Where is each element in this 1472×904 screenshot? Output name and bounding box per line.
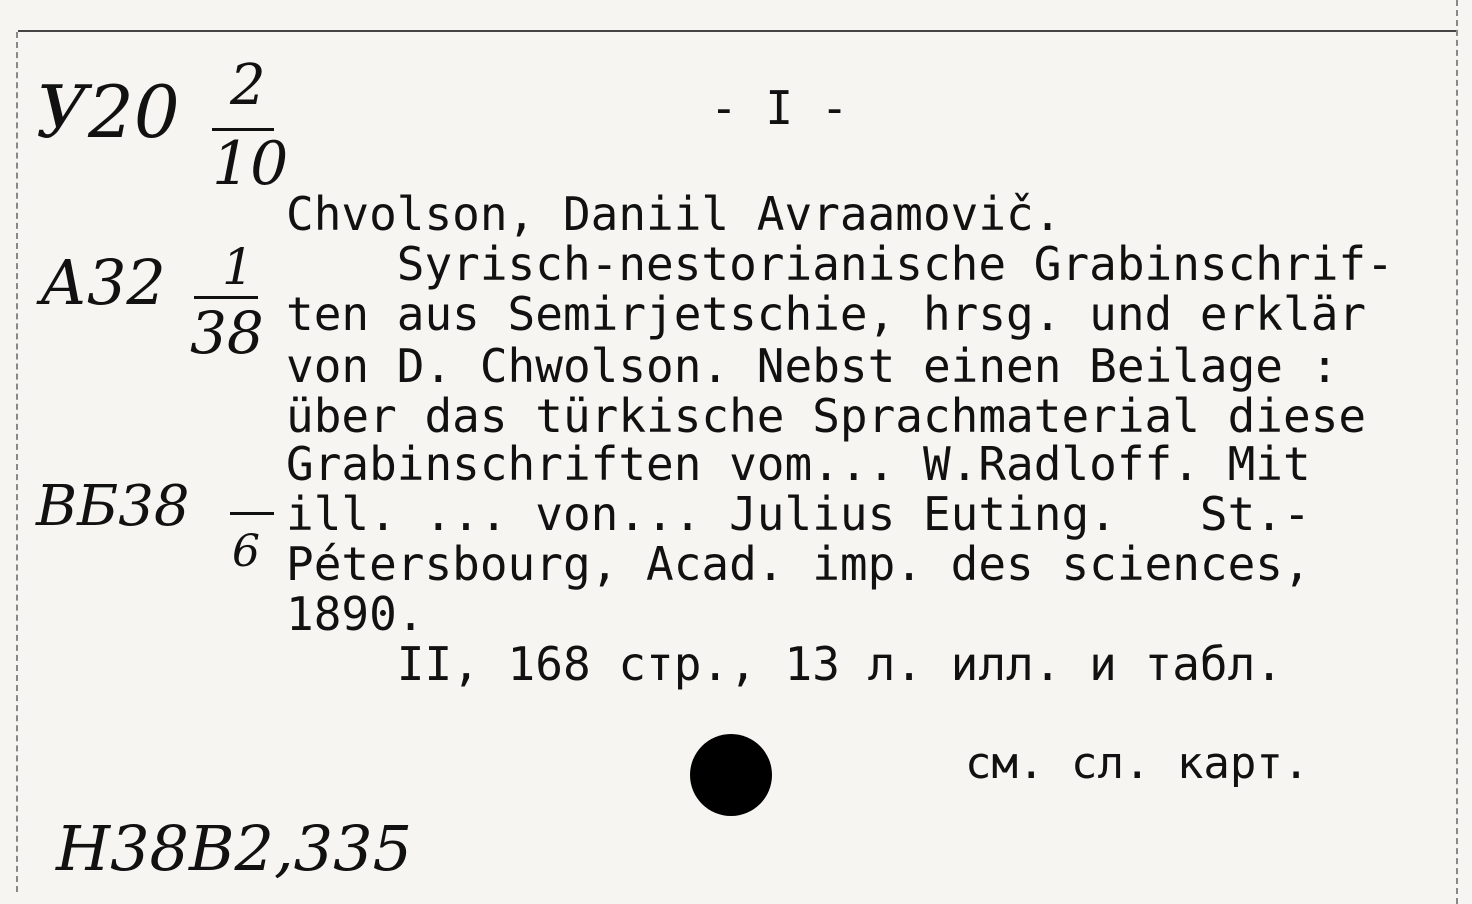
shelfmark-2-denominator: 38 xyxy=(190,299,264,367)
page-number: - I - xyxy=(710,81,849,135)
entry-line-6: Grabinschriften vom... W.Radloff. Mit xyxy=(286,437,1311,491)
shelfmark-2-prefix: А32 xyxy=(40,246,166,319)
shelfmark-1-denominator: 10 xyxy=(212,129,289,199)
entry-line-10: II, 168 стр., 13 л. илл. и табл. xyxy=(286,637,1283,691)
shelfmark-1-prefix: У20 xyxy=(36,70,180,154)
punch-hole xyxy=(690,734,772,816)
bottom-call-number: Н38В2,335 xyxy=(56,812,413,885)
entry-line-4: von D. Chwolson. Nebst einen Beilage : xyxy=(286,339,1339,393)
entry-line-8: Pétersbourg, Acad. imp. des sciences, xyxy=(286,537,1311,591)
shelfmark-2-numerator: 1 xyxy=(222,238,254,296)
shelfmark-3-fraction-bar xyxy=(230,512,274,515)
see-also-note: см. сл. карт. xyxy=(965,738,1310,789)
entry-line-9: 1890. xyxy=(286,587,425,641)
entry-line-7: ill. ... von... Julius Euting. St.- xyxy=(286,487,1311,541)
shelfmark-3-denominator: 6 xyxy=(232,526,260,577)
entry-line-1: Chvolson, Daniil Avraamovič. xyxy=(286,187,1062,241)
card-top-border xyxy=(18,30,1458,32)
entry-line-3: ten aus Semirjetschie, hrsg. und erklär xyxy=(286,287,1367,341)
card-left-border xyxy=(16,32,18,892)
shelfmark-1-numerator: 2 xyxy=(230,53,266,118)
entry-line-5: über das türkische Sprachmaterial diese xyxy=(286,389,1367,443)
entry-line-2: Syrisch-nestorianische Grabinschrif- xyxy=(286,237,1394,291)
card-right-border xyxy=(1456,0,1458,904)
shelfmark-3-prefix: ВБ38 xyxy=(36,474,190,539)
